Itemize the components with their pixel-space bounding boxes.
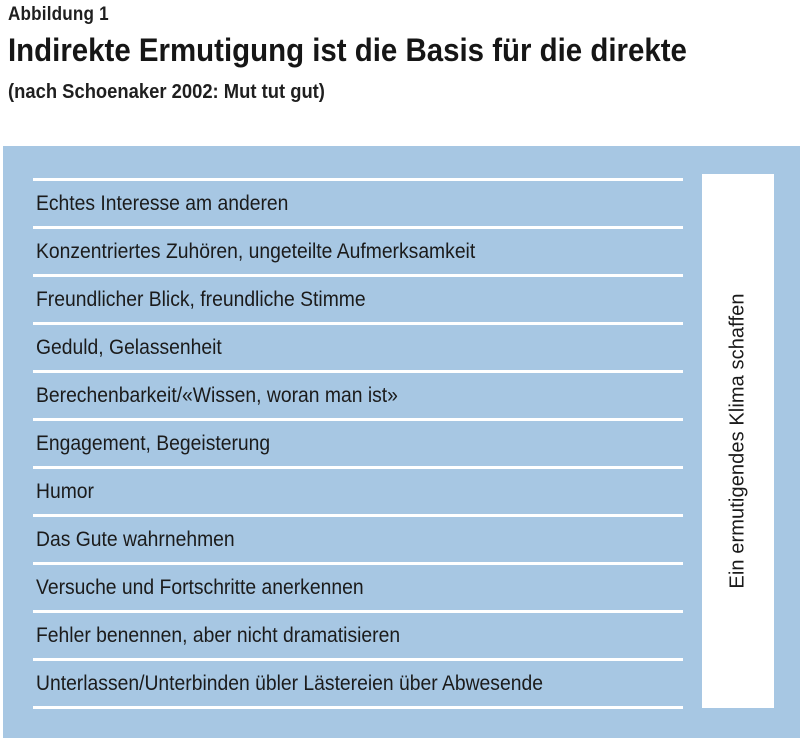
encouragement-list	[33, 178, 683, 709]
list-item-text: Freundlicher Blick, freundliche Stimme	[36, 287, 366, 311]
list-item	[33, 277, 683, 325]
side-label-box	[702, 174, 774, 708]
list-item	[33, 373, 683, 421]
list-item-text: Geduld, Gelassenheit	[36, 335, 222, 359]
list-item	[33, 325, 683, 373]
list-item-text: Berechenbarkeit/«Wissen, woran man ist»	[36, 383, 398, 407]
list-item	[33, 469, 683, 517]
list-item-text: Fehler benennen, aber nicht dramatisieren	[36, 623, 401, 647]
side-label: Ein ermutigendes Klima schaffen	[726, 293, 749, 589]
figure-subtitle: (nach Schoenaker 2002: Mut tut gut)	[8, 81, 325, 103]
list-item	[33, 565, 683, 613]
list-item	[33, 181, 683, 229]
list-item-text: Das Gute wahrnehmen	[36, 527, 235, 551]
figure-title: Indirekte Ermutigung ist die Basis für die direkte	[8, 32, 687, 68]
content-panel	[3, 146, 800, 738]
list-item-text: Unterlassen/Unterbinden übler Lästereien über Abwesende	[36, 671, 543, 695]
list-item-text: Konzentriertes Zuhören, ungeteilte Aufmerksamkeit	[36, 239, 476, 263]
list-item	[33, 661, 683, 709]
list-item	[33, 517, 683, 565]
list-item	[33, 421, 683, 469]
list-item-text: Engagement, Begeisterung	[36, 431, 271, 455]
list-item-text: Echtes Interesse am anderen	[36, 191, 289, 215]
figure-label: Abbildung 1	[8, 4, 109, 25]
list-item-text: Versuche und Fortschritte anerkennen	[36, 575, 364, 599]
figure-header	[8, 4, 798, 104]
list-item	[33, 229, 683, 277]
list-item	[33, 613, 683, 661]
list-item-text: Humor	[36, 479, 94, 503]
